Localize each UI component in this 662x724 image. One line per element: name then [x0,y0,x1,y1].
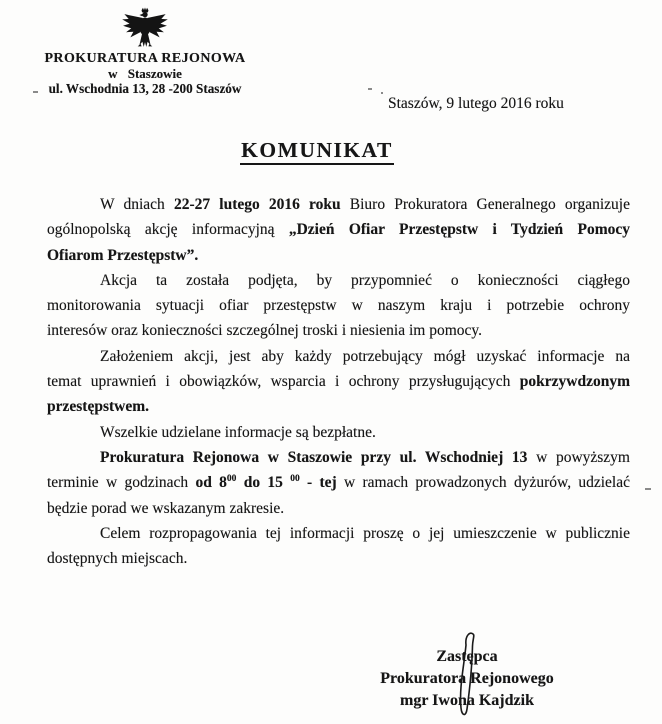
scan-artifact [645,488,651,490]
paragraph [47,192,630,268]
signature-role-line-2: Prokuratora Rejonowego [380,669,554,687]
text-segment: 22-27 lutego 2016 roku [173,196,341,213]
text-segment: Biuro Prokuratora Generalnego organizuje [340,196,630,213]
paragraph [47,420,630,445]
document-title [0,138,634,163]
text-line [47,192,630,217]
text-segment: w ramach prowadzonych dyżurów, udzielać [336,474,630,492]
text-line [47,445,630,470]
text-segment: W dniach [100,196,174,213]
text-line [47,394,630,419]
text-line [47,217,630,242]
text-segment: pokrzywdzonym [519,373,630,391]
body-paragraphs [47,192,630,571]
dateline: Staszów, 9 lutego 2016 roku [388,95,564,112]
text-segment: Wszelkie udzielane informacje są bezpłatne. [100,423,376,441]
text-line [47,521,630,546]
text-segment: - tej [299,474,337,492]
text-line [47,546,630,571]
text-segment: „Dzień Ofiar Przestępstw i Tydzień Pomocy [288,221,630,239]
text-segment: temat uprawnień i obowiązków, wsparcia i ochrony przysługujących [47,373,520,391]
text-line [47,369,630,394]
text-segment: Akcja ta została podjęta, by przypomnieć o konieczności ciągłego [100,271,630,289]
text-segment: 00 [290,474,300,485]
scan-artifact [368,88,372,90]
text-line [47,344,630,369]
text-segment: od 8 [195,474,227,492]
text-line [47,318,630,343]
text-segment: Celem rozpropagowania tej informacji proszę o jej umieszczenie w publicznie [100,524,630,542]
text-segment: terminie w godzinach [47,474,196,492]
text-segment: przestępstwem. [47,398,150,416]
paragraph [47,268,630,344]
text-segment: Ofiarom Przestępstw”. [47,246,199,264]
text-segment: monitorowania sytuacji ofiar przestępstw w naszym kraju i potrzebie ochrony [47,297,630,315]
document-title-text: KOMUNIKAT [240,138,394,165]
text-segment: 00 [226,474,237,485]
office-name: PROKURATURA REJONOWA [44,51,246,66]
text-line [47,420,630,445]
text-segment: dostępnych miejscach. [47,550,188,568]
signature-block [337,646,597,711]
scan-artifact [381,92,383,94]
signature-role-line-1: Zastępca [436,648,498,665]
text-line [47,293,630,318]
text-segment: Prokuratura Rejonowa w Staszowie przy ul. Wschodniej 13 [100,448,528,466]
paragraph [47,445,630,521]
paragraph [47,521,630,572]
text-segment: interesów oraz konieczności szczególnej troski i niesienia im pomocy. [47,322,483,340]
text-line [47,496,630,521]
text-segment: w powyższym [527,448,630,466]
text-segment: do 15 [236,474,291,492]
scan-artifact [33,91,38,93]
paragraph [47,344,630,420]
polish-eagle-emblem [118,6,172,49]
text-line [47,268,630,293]
office-location: w Staszowie [108,66,182,81]
office-address: ul. Wschodnia 13, 28 -200 Staszów [48,81,242,96]
text-segment: Założeniem akcji, jest aby każdy potrzebujący mógł uzyskać informacje na [100,347,630,365]
letterhead [38,6,252,96]
text-segment: będzie porad we wskazanym zakresie. [47,499,285,517]
text-line [47,243,630,268]
text-segment: ogólnopolską akcję informacyjną [47,221,289,239]
text-line [47,470,630,495]
signature-name: mgr Iwona Kajdzik [400,691,534,709]
